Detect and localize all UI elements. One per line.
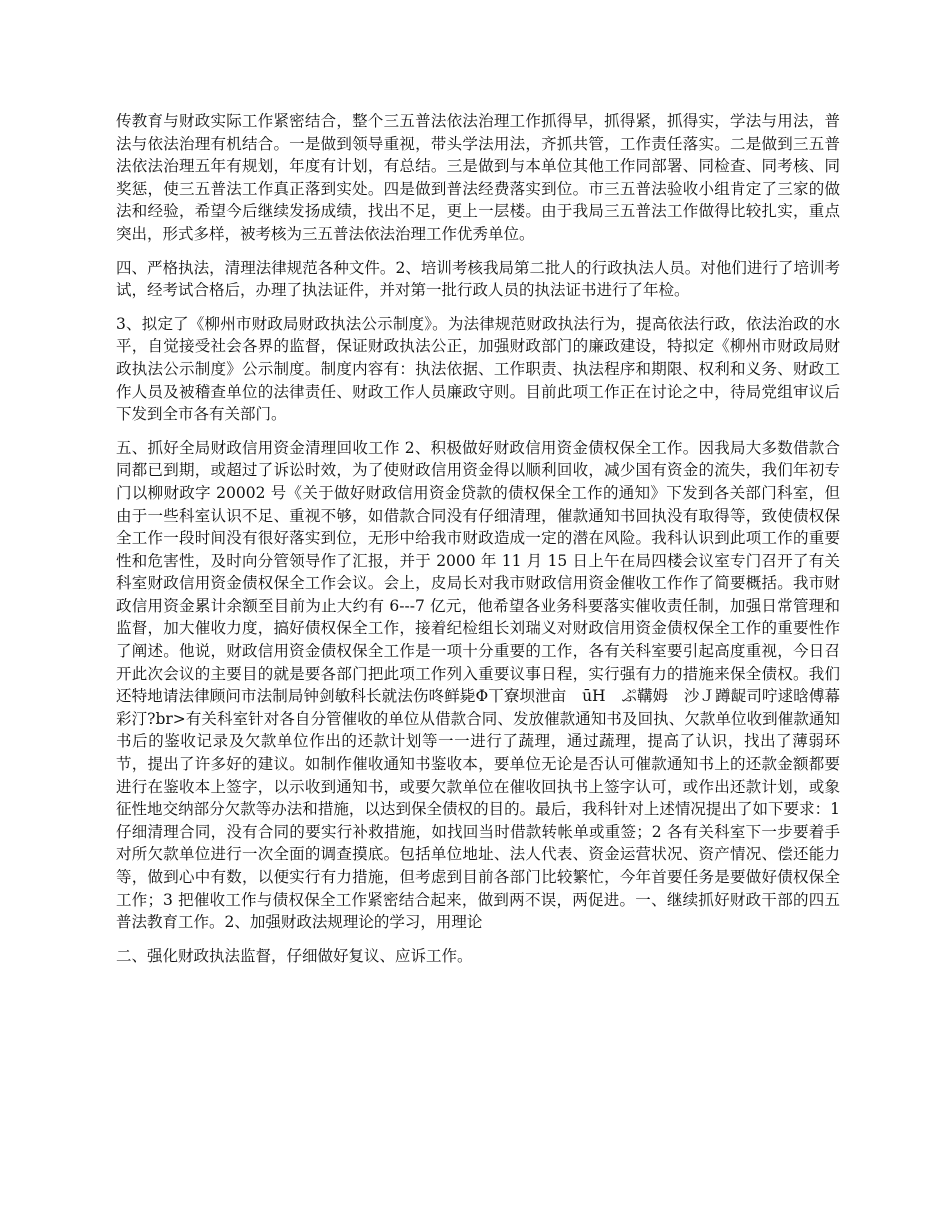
paragraph-1: 传教育与财政实际工作紧密结合，整个三五普法依法治理工作抓得早，抓得紧，抓得实，学法与用法，普法与依法治理有机结合。一是做到领导重视，带头学法用法，齐抓共管，工作责任落实。二是做到三五普法依法治理五年有规划，年度有计划，有总结。三是做到与本单位其他工作同部署、同检查、同考核、同奖惩，使三五普法工作真正落到实处。四是做到普法经费落实到位。市三五普法验收小组肯定了三家的做法和经验，希望今后继续发扬成绩，找出不足，更上一层楼。由于我局三五普法工作做得比较扎实，重点突出，形式多样，被考核为三五普法依法治理工作优秀单位。 xyxy=(116,112,840,243)
paragraph-2: 四、严格执法，清理法律规范各种文件。2、培训考核我局第二批人的行政执法人员。对他们进行了培训考试，经考试合格后，办理了执法证件，并对第一批行政人员的执法证书进行了年检。 xyxy=(116,258,840,300)
paragraph-4: 五、抓好全局财政信用资金清理回收工作 2、积极做好财政信用资金债权保全工作。因我局大多数借款合同都已到期，或超过了诉讼时效，为了使财政信用资金得以顺利回收，减少国有资金的流失，我们年初专门以柳财政字 20002 号《关于做好财政信用资金贷款的债权保全工作的通知》下发到各关部门科室，但由于一些科室认识不足、重视不够，如借款合同没有仔细清理，催款通知书回执没有取得等，致使债权保全工作一段时间没有很好落实到位，无形中给我市财政造成一定的潜在风险。我科认识到此项工作的重要性和危害性，及时向分管领导作了汇报，并于 2000 年 11 月 15 日上午在局四楼会议室专门召开了有关科室财政信用资金债权保全工作会议。会上，皮局长对我市财政信用资金催收工作作了简要概括。我市财政信用资金累计余额至目前为止大约有 6---7 亿元，他希望各业务科要落实催收责任制，加强日常管理和监督，加大催收力度，搞好债权保全工作，接着纪检组长刘瑞义对财政信用资金债权保全工作的重要性作了阐述。他说，财政信用资金债权保全工作是一项十分重要的工作，各有关科室要引起高度重视，今日召开此次会议的主要目的就是要各部门把此项工作列入重要议事日程，实行强有力的措施来保全债权。我们还特地请法律顾问市法制局钟剑敏科长就法伤咚鲜毙Φ丅寮坝泄亩 ūH ぷ鞲姆 沙Ｊ蹲龊司咛逑晗傅幕彩汀?br>有关科室针对各自分管催收的单位从借款合同、发放催款通知书及回执、欠款单位收到催款通知书后的鉴收记录及欠款单位作出的还款计划等一一进行了蔬理，通过蔬理，提高了认识，找出了薄弱环节，提出了许多好的建议。如制作催收通知书鉴收本，要单位无论是否认可催款通知书上的还款金额都要进行在鉴收本上签字，以示收到通知书，或要欠款单位在催收回执书上签字认可，或作出还款计划，或象征性地交纳部分欠款等办法和措施，以达到保全债权的目的。最后，我科针对上述情况提出了如下要求：1 仔细清理合同，没有合同的要实行补救措施，如找回当时借款转帐单或重签；2 各有关科室下一步要着手对所欠款单位进行一次全面的调查摸底。包括单位地址、法人代表、资金运营状况、资产情况、偿还能力等，做到心中有数，以便实行有力措施，但考虑到目前各部门比较繁忙，今年首要任务是要做好债权保全工作；3 把催收工作与债权保全工作紧密结合起来，做到两不误，两促进。一、继续抓好财政干部的四五普法教育工作。2、加强财政法规理论的学习，用理论 xyxy=(116,438,840,932)
paragraph-5: 二、强化财政执法监督，仔细做好复议、应诉工作。 xyxy=(116,946,473,965)
document-body xyxy=(116,110,840,978)
paragraph-3: 3、拟定了《柳州市财政局财政执法公示制度》。为法律规范财政执法行为，提高依法行政，依法治政的水平，自觉接受社会各界的监督，保证财政执法公正，加强财政部门的廉政建设，特拟定《柳州市财政局财政执法公示制度》公示制度。制度内容有：执法依据、工作职责、执法程序和期限、权利和义务、财政工作人员及被稽查单位的法律责任、财政工作人员廉政守则。目前此项工作正在讨论之中，待局党组审议后下发到全市各有关部门。 xyxy=(116,314,840,424)
